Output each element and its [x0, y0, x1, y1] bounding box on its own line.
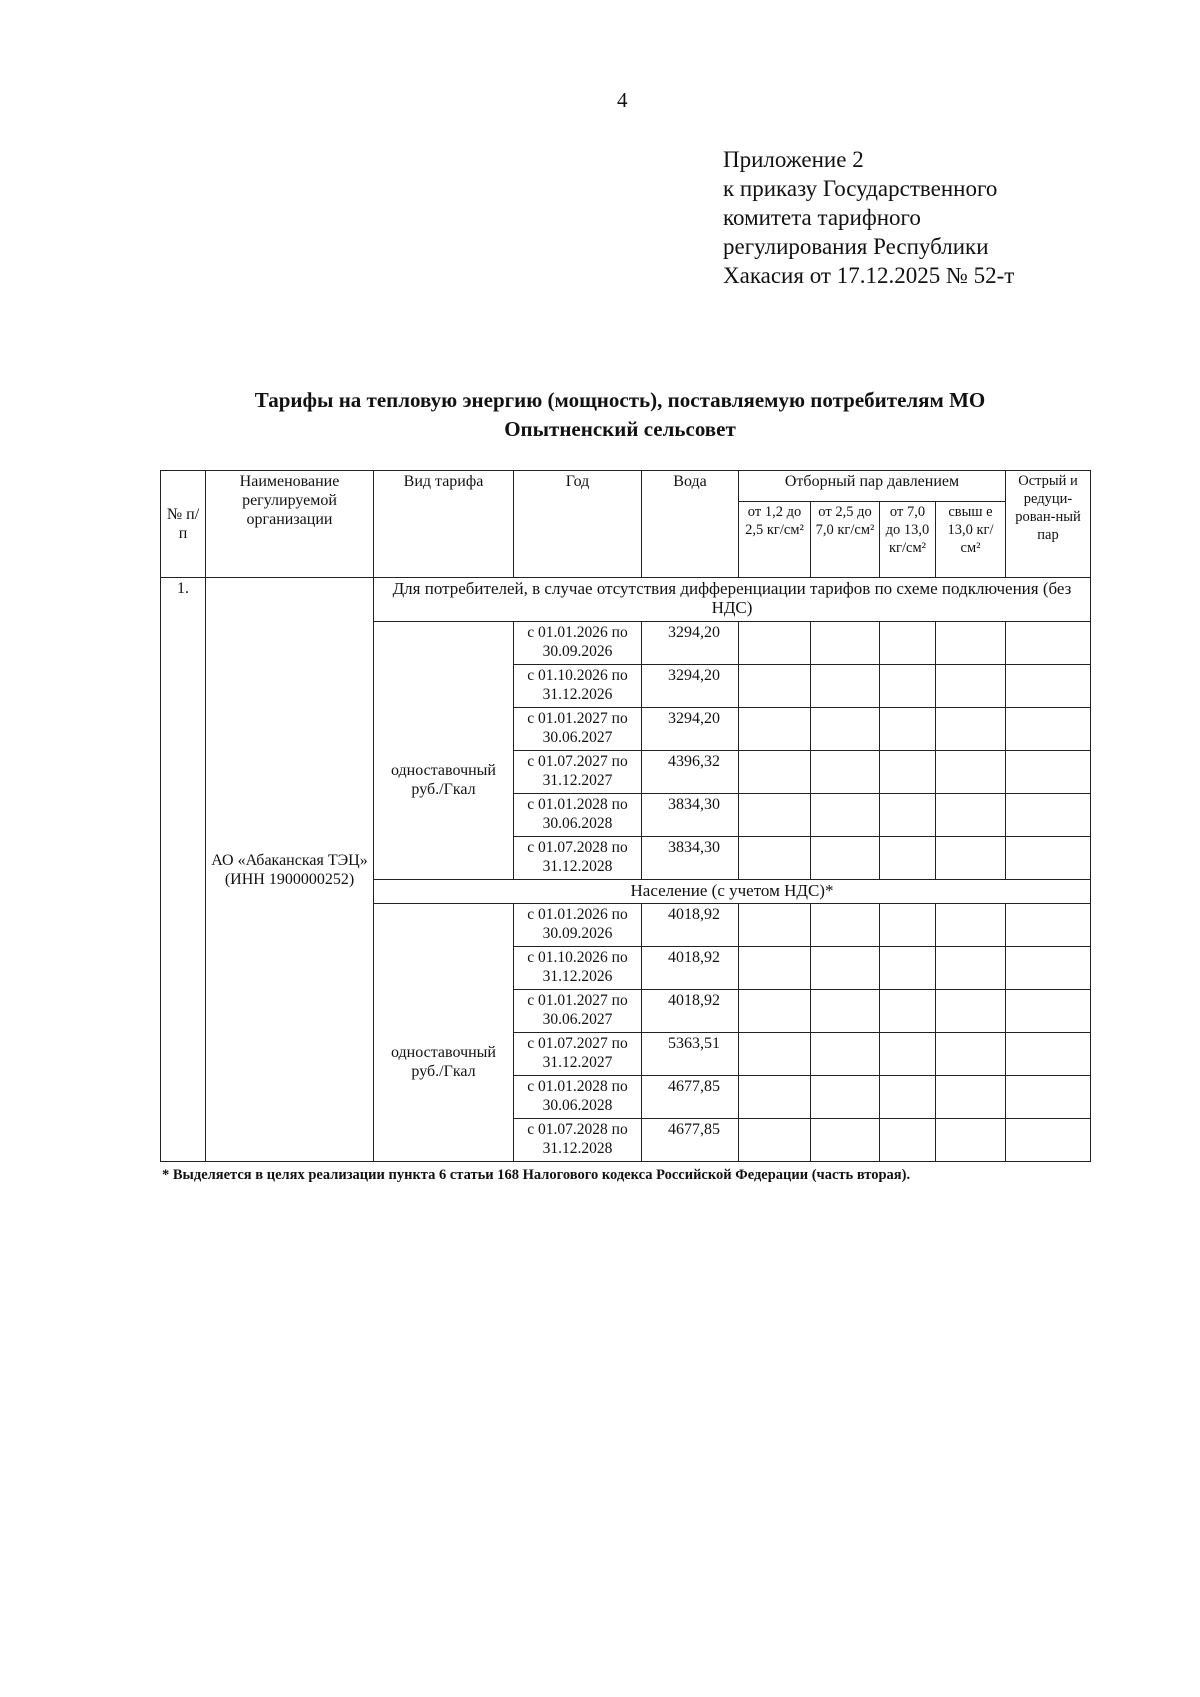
- water-value: 3834,30: [642, 794, 739, 837]
- row-number: 1.: [161, 578, 206, 1162]
- water-value: 4018,92: [642, 947, 739, 990]
- period: с 01.10.2026 по 31.12.2026: [514, 947, 642, 990]
- appendix-line: регулирования Республики: [723, 234, 989, 259]
- water-value: 4018,92: [642, 904, 739, 947]
- period: с 01.10.2026 по 31.12.2026: [514, 665, 642, 708]
- period: с 01.01.2026 по 30.09.2026: [514, 622, 642, 665]
- header-num: № п/п: [161, 471, 206, 578]
- header-steam-2: от 2,5 до 7,0 кг/см²: [811, 502, 880, 578]
- tariff-table: [160, 470, 1091, 1162]
- header-tariff-type: Вид тарифа: [374, 471, 514, 578]
- page-number: 4: [617, 88, 628, 112]
- period: с 01.07.2027 по 31.12.2027: [514, 1033, 642, 1076]
- appendix-line: Приложение 2: [723, 147, 864, 172]
- appendix-line: к приказу Государственного: [723, 176, 998, 201]
- period: с 01.01.2028 по 30.06.2028: [514, 794, 642, 837]
- tariff-type: одноставочный руб./Гкал: [374, 904, 514, 1162]
- footnote: * Выделяется в целях реализации пункта 6 статьи 168 Налогового кодекса Российской Федерации (часть вторая).: [162, 1167, 911, 1183]
- period: с 01.01.2027 по 30.06.2027: [514, 990, 642, 1033]
- section-title: Для потребителей, в случае отсутствия дифференциации тарифов по схеме подключения (без НДС): [374, 578, 1091, 622]
- title-line-1: Тарифы на тепловую энергию (мощность), поставляемую потребителям МО: [254, 388, 986, 412]
- water-value: 4396,32: [642, 751, 739, 794]
- water-value: 5363,51: [642, 1033, 739, 1076]
- appendix-line: Хакасия от 17.12.2025 № 52-т: [723, 263, 1015, 288]
- water-value: 3294,20: [642, 665, 739, 708]
- organization-name: АО «Абаканская ТЭЦ» (ИНН 1900000252): [206, 578, 374, 1162]
- period: с 01.07.2028 по 31.12.2028: [514, 1119, 642, 1162]
- water-value: 4677,85: [642, 1119, 739, 1162]
- period: с 01.07.2027 по 31.12.2027: [514, 751, 642, 794]
- water-value: 4677,85: [642, 1076, 739, 1119]
- header-steam: Отборный пар давлением: [739, 471, 1006, 502]
- period: с 01.01.2028 по 30.06.2028: [514, 1076, 642, 1119]
- tariff-type: одноставочный руб./Гкал: [374, 622, 514, 880]
- header-steam-1: от 1,2 до 2,5 кг/см²: [739, 502, 811, 578]
- document-title: [150, 386, 1090, 444]
- header-steam-4: свыш е 13,0 кг/см²: [936, 502, 1006, 578]
- period: с 01.01.2026 по 30.09.2026: [514, 904, 642, 947]
- period: с 01.07.2028 по 31.12.2028: [514, 837, 642, 880]
- title-line-2: Опытненский сельсовет: [504, 417, 736, 441]
- header-water: Вода: [642, 471, 739, 578]
- water-value: 3294,20: [642, 622, 739, 665]
- water-value: 3834,30: [642, 837, 739, 880]
- appendix-line: комитета тарифного: [723, 205, 921, 230]
- header-steam-3: от 7,0 до 13,0 кг/см²: [880, 502, 936, 578]
- appendix-note: [723, 145, 1014, 290]
- header-org: Наименование регулируемой организации: [206, 471, 374, 578]
- header-sharp-steam: Острый и редуци-рован-ный пар: [1006, 471, 1091, 578]
- section-title: Население (с учетом НДС)*: [374, 880, 1091, 904]
- water-value: 4018,92: [642, 990, 739, 1033]
- water-value: 3294,20: [642, 708, 739, 751]
- header-year: Год: [514, 471, 642, 578]
- period: с 01.01.2027 по 30.06.2027: [514, 708, 642, 751]
